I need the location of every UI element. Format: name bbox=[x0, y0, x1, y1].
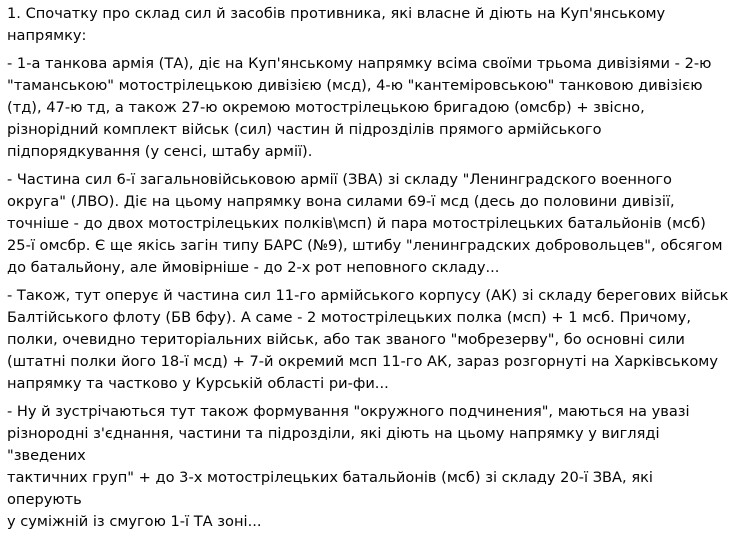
paragraph-1st-tank-army: - 1-а танкова армія (ТА), діє на Куп'янському напрямку всіма своїми трьома дивізіями - 2-ю "таманською" мотострілецькою дивізією (мсд), 4-ю "кантеміровською" танковою дивізією (тд), 47-ю тд, а також 27-ю окремою мотострілецькою бригадою (омсбр) + звісно, різнорідний комплект військ (сил) частин й підрозділів прямого армійського підпорядкування (у сенсі, штабу армії). bbox=[7, 55, 712, 160]
paragraph-6th-combined-arms-army: - Частина сил 6-ї загальновійськовою армії (ЗВА) зі складу "Ленинградского военного округа" (ЛВО). Діє на цьому напрямку вона силами 69-ї мсд (десь до половини дивізії, точніше - до двох мотострілецьких полків\мсп) й пара мотострілецьких батальйонів (мсб) 25-ї омсбр. Є ще якісь загін типу БАРС (№9), штибу "ленинградских добровольцев", обсягом до батальйону, але ймовірніше - до 2-х рот неповного складу... bbox=[7, 171, 723, 276]
paragraph-district-formations: - Ну й зустрічаються тут також формування "окружного подчинения", маються на увазі різнородні з'єднання, частини та підрозділи, які діють на цьому напрямку у вигляді "зведених тактичних груп" + до 3-х мотострілецьких батальйонів (мсб) зі складу 20-ї ЗВА, які оперують у суміжній із смугою 1-ї ТА зоні... bbox=[7, 403, 690, 530]
post-text-body bbox=[7, 3, 731, 539]
paragraph-intro: 1. Спочатку про склад сил й засобів противника, які власне й діють на Куп'янському напрямку: bbox=[7, 5, 666, 44]
paragraph-11th-army-corps: - Також, тут оперує й частина сил 11-го армійського корпусу (АК) зі складу берегових військ Балтійського флоту (БВ бфу). А саме - 2 мотострілецьких полка (мсп) + 1 мсб. Причому, полки, очевидно територіальних військ, або так званого "мобрезерву", бо основні сили (штатні полки його 18-ї мсд) + 7-й окремий мсп 11-го АК, зараз розгорнуті на Харківському напрямку та частково у Курській області ри-фи... bbox=[7, 287, 729, 392]
